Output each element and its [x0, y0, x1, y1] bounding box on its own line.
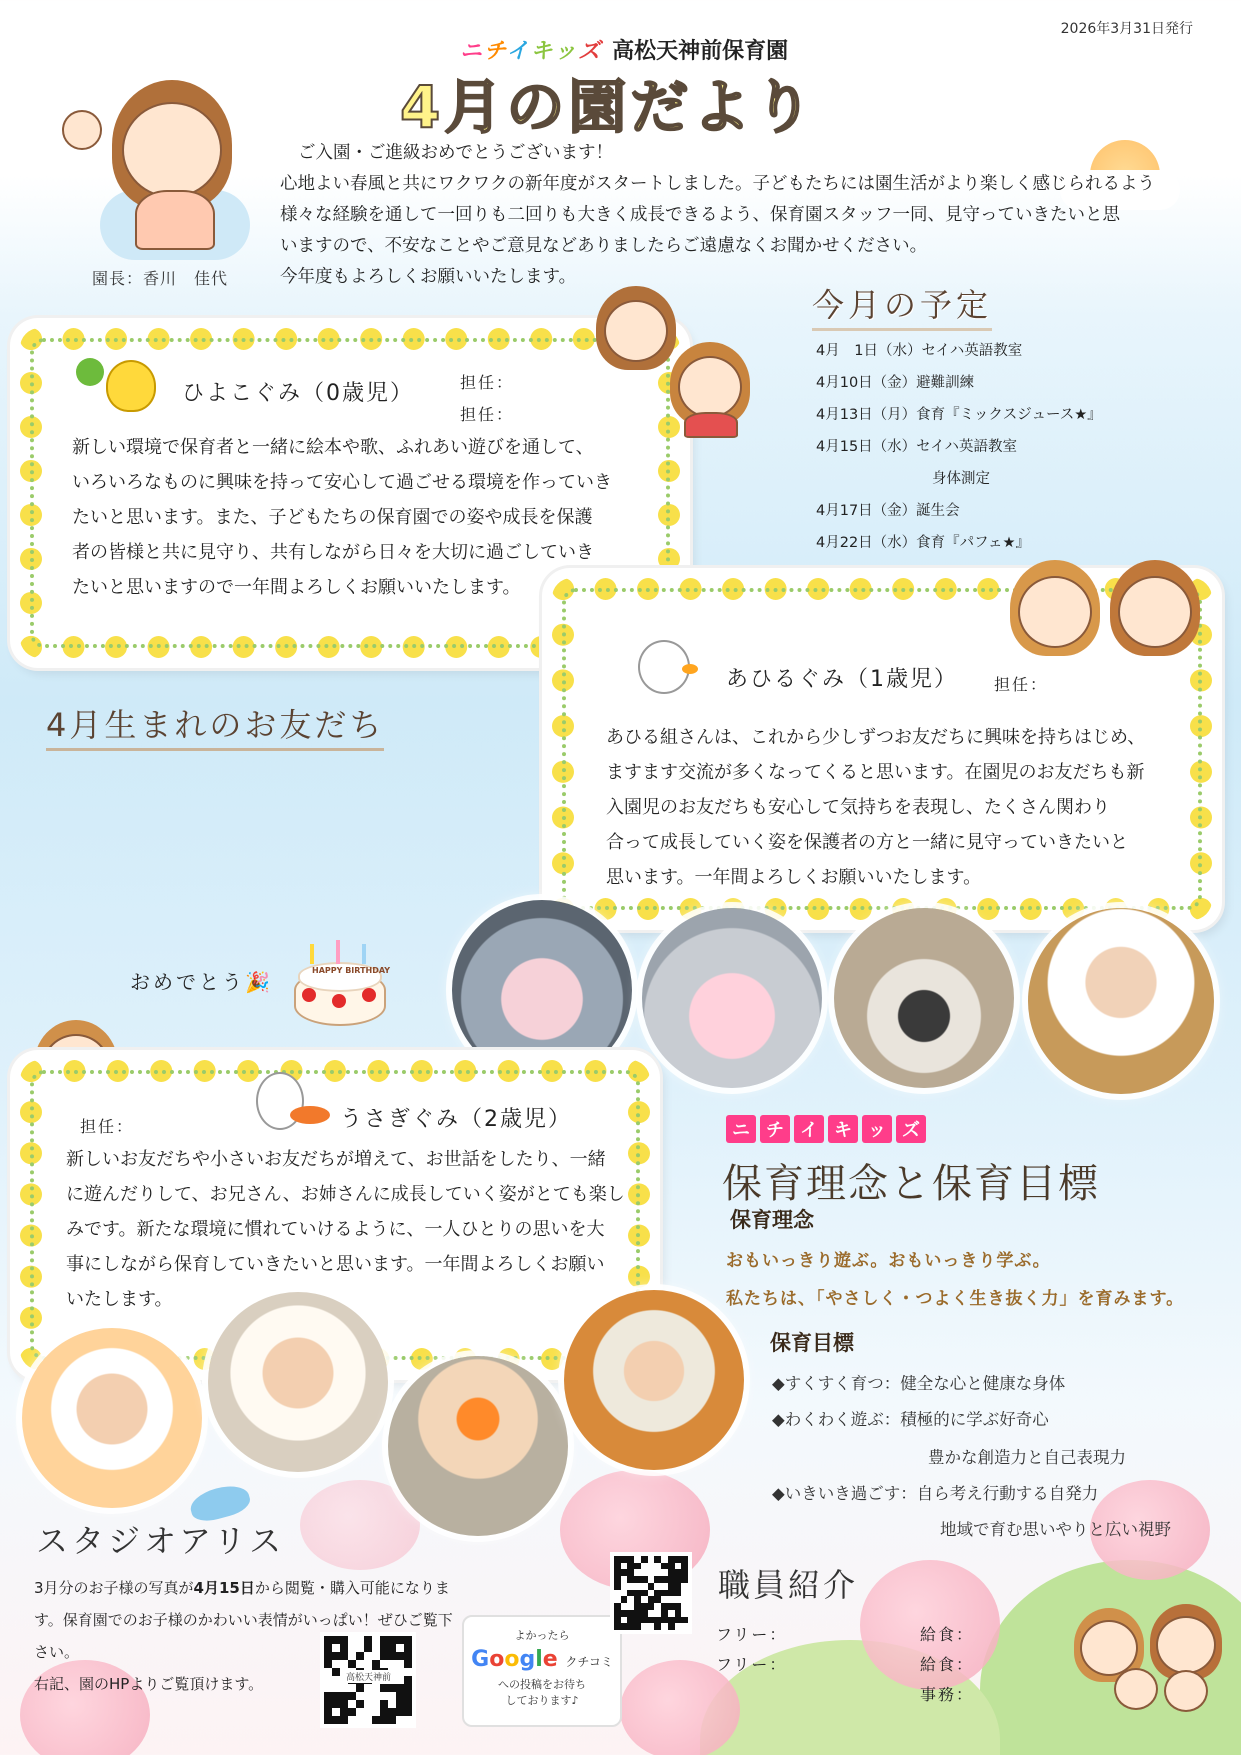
ahiru-teacher: 担任： [994, 675, 1049, 694]
child-photo [388, 1356, 568, 1536]
philosophy-subtitle: 保育理念 [730, 1208, 814, 1232]
principal-illustration [40, 70, 260, 260]
goal-line: ◆すくすく育つ：健全な心と健康な身体 [772, 1374, 1066, 1393]
google-badge-top: よかったら [514, 1629, 570, 1642]
goal-title: 保育目標 [770, 1331, 854, 1355]
hiyoko-teacher-2: 担任： [460, 405, 515, 424]
birthday-title: 4月生まれのお友だち [46, 700, 384, 751]
child-photo [642, 908, 822, 1088]
usagi-title: うさぎぐみ（2歳児） [340, 1107, 572, 1132]
schedule-item: 4月13日（月）食育『ミックスジュース★』 [816, 407, 1102, 423]
hiyoko-body: 新しい環境で保育者と一緒に絵本や歌、ふれあい遊びを通して、 いろいろなものに興味を持って安心して過ごせる環境を作っていき たいと思います。また、子どもたちの保育園での姿や成長を保護 者の皆様と共に見守り、共有しながら日々を大切に過ごしていき たいと思いますので一年間よろしくお願いいたします。 [72, 437, 612, 598]
staff-title: 職員紹介 [718, 1566, 859, 1604]
schedule-list [816, 338, 1102, 562]
teachers-illustration [990, 556, 1220, 666]
google-badge-bottom: への投稿をお待ち [498, 1678, 586, 1691]
philosophy-title: 保育理念と保育目標 [722, 1161, 1100, 1207]
birthday-cake-icon [288, 940, 392, 1030]
schedule-item: 4月17日（金）誕生会 [816, 503, 960, 519]
fist-icon [62, 110, 102, 150]
schedule-item: 4月 1日（水）セイハ英語教室 [816, 343, 1023, 359]
hiyoko-title: ひよこぐみ（0歳児） [182, 381, 414, 406]
philosophy-line: 私たちは、「やさしく・つよく生き抜く力」を育みます。 [726, 1289, 1185, 1309]
goal-line: ◆わくわく遊ぶ：積極的に学ぶ好奇心 [772, 1410, 1049, 1429]
principal-name: 園長：香川 佳代 [92, 269, 229, 288]
child-photo [834, 908, 1014, 1088]
child-photo [564, 1290, 744, 1470]
staff-illustration [1070, 1604, 1230, 1724]
google-badge-bottom: しております♪ [505, 1694, 579, 1707]
carrot-icon [290, 1106, 330, 1124]
staff-meal-2: 給食： [920, 1655, 975, 1674]
goal-line: 地域で育む思いやりと広い視野 [940, 1520, 1171, 1539]
teachers-illustration [590, 282, 770, 442]
ahiru-title: あひるぐみ（1歳児） [726, 667, 958, 692]
duck-beak-icon [682, 664, 698, 674]
child-photo [1028, 908, 1214, 1094]
hiyoko-teacher-1: 担任： [460, 373, 515, 392]
qr-label: 高松天神前 [344, 1670, 393, 1683]
ahiru-body: あひる組さんは、これから少しずつお友だちに興味を持ちはじめ、 ますます交流が多くなってくると思います。在園児のお友だちも新 入園児のお友だちも安心して気持ちを表現し、たくさん関わり 合って成長していく姿を保護者の方と一緒に見守っていきたいと 思います。一年間よろしくお願いいたします。 [606, 727, 1146, 888]
studio-title: スタジオアリス [36, 1522, 286, 1560]
page-title: 4月の園だより [400, 73, 817, 141]
issue-date: 2026年3月31日発行 [1060, 21, 1193, 37]
staff-meal-1: 給食： [920, 1625, 975, 1644]
cake-plate-text: HAPPY BIRTHDAY [312, 966, 391, 975]
child-photo [208, 1292, 388, 1472]
studio-text: 3月分のお子様の写真が4月15日から閲覧・購入可能になります。保育園でのお子様のかわいい表情がいっぱい！ぜひご覧下さい。 右記、園のHPよりご覧頂けます。 [34, 1579, 453, 1693]
qr-code[interactable] [610, 1552, 692, 1634]
philosophy-line: おもいっきり遊ぶ。おもいっきり学ぶ。 [726, 1251, 1051, 1271]
school-name: 高松天神前保育園 [612, 38, 789, 64]
schedule-item: 身体測定 [932, 471, 990, 487]
child-photo [22, 1328, 202, 1508]
staff-office: 事務： [920, 1685, 975, 1704]
schedule-title: 今月の予定 [812, 280, 992, 331]
congrats-text: おめでとう🎉 [130, 970, 273, 994]
google-review-badge[interactable] [462, 1615, 622, 1727]
brand-logo: ニチイキッズ [460, 39, 603, 64]
greeting-text: ご入園・ご進級おめでとうございます！ 心地よい春風と共にワクワクの新年度がスタートしました。子どもたちには園生活がより楽しく感じられるよう 様々な経験を通して一回りも二回りも大きく成長できるよう、保育園スタッフ一同、見守っていきたいと思 いますので、不安なことやご意見などありましたらご遠慮なくお聞かせください。 今年度もよろしくお願いいたします。 [280, 143, 1155, 287]
goal-line: 豊かな創造力と自己表現力 [928, 1448, 1126, 1467]
chick-icon [106, 360, 156, 412]
schedule-item: 4月10日（金）避難訓練 [816, 375, 975, 391]
schedule-item: 4月22日（水）食育『パフェ★』 [816, 535, 1030, 551]
usagi-body: 新しいお友だちや小さいお友だちが増えて、お世話をしたり、一緒 に遊んだりして、お兄さん、お姉さんに成長していく姿がとても楽し みです。新たな環境に慣れていけるように、一人ひとりの思いを大 事にしながら保育していきたいと思います。一年間よろしくお願い いたします。 [66, 1149, 625, 1310]
usagi-teacher: 担任： [80, 1117, 135, 1136]
clover-icon [76, 358, 104, 386]
nichii-kids-logo: ニ チ イ キ ッ ズ [726, 1115, 926, 1143]
goal-line: ◆いきいき過ごす：自ら考え行動する自発力 [772, 1484, 1099, 1503]
schedule-item: 4月15日（水）セイハ英語教室 [816, 439, 1017, 455]
staff-free-2: フリー： [716, 1655, 788, 1674]
staff-free-1: フリー： [716, 1625, 788, 1644]
google-logo: Google クチコミ [471, 1647, 613, 1672]
